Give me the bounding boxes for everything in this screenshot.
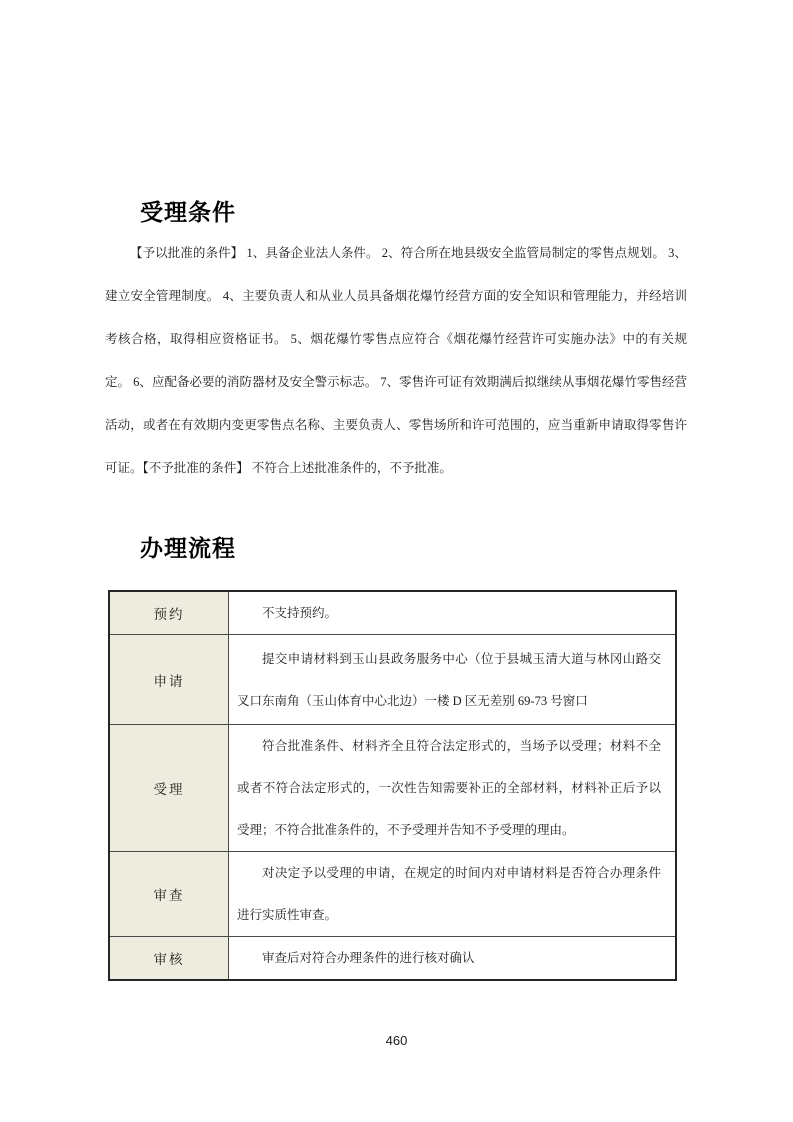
acceptance-conditions-text: 【予以批准的条件】 1、具备企业法人条件。 2、符合所在地县级安全监管局制定的零售点规划。 3、建立安全管理制度。 4、主要负责人和从业人员具备烟花爆竹经营方面的安全知识和管理能力，并经培训考核合格，取得相应资格证书。 5、烟花爆竹零售点应符合《烟花爆竹经营许可实施办法》中的有关规定。 6、应配备必要的消防器材及安全警示标志。 7、零售许可证有效期满后拟继续从事烟花爆竹零售经营活动，或者在有效期内变更零售点名称、主要负责人、零售场所和许可范围的，应当重新申请取得零售许可证。【不予批准的条件】 不符合上述批准条件的，不予批准。 [105,246,687,475]
step-label-cell: 申请 [109,635,229,725]
step-label-cell: 预约 [109,591,229,635]
table-row-verification [109,937,676,981]
step-label-cell: 审核 [109,937,229,981]
step-content-cell [229,725,677,852]
step-content-cell [229,852,677,937]
step-content-text: 不支持预约。 [262,606,338,620]
page-number: 460 [385,1033,408,1048]
table-row-review [109,852,676,937]
step-label-cell: 受理 [109,725,229,852]
step-content-text: 对决定予以受理的申请，在规定的时间内对申请材料是否符合办理条件进行实质性审查。 [237,866,661,922]
step-content-cell [229,591,677,635]
table-row-application [109,635,676,725]
section-heading-acceptance-conditions: 受理条件 [140,200,236,225]
table-row-appointment [109,591,676,635]
step-content-text: 符合批准条件、材料齐全且符合法定形式的，当场予以受理；材料不全或者不符合法定形式的，一次性告知需要补正的全部材料，材料补正后予以受理；不符合批准条件的，不予受理并告知不予受理的理由。 [237,739,661,837]
step-content-text: 审查后对符合办理条件的进行核对确认 [262,951,475,965]
step-label-cell: 审查 [109,852,229,937]
step-content-cell [229,937,677,981]
section-heading-process-flow: 办理流程 [140,536,236,561]
step-content-text: 提交申请材料到玉山县政务服务中心（位于县城玉清大道与林冈山路交叉口东南角（玉山体育中心北边）一楼 D 区无差别 69-73 号窗口 [237,651,661,708]
process-flow-table [108,590,677,981]
table-row-acceptance [109,725,676,852]
step-content-cell [229,635,677,725]
